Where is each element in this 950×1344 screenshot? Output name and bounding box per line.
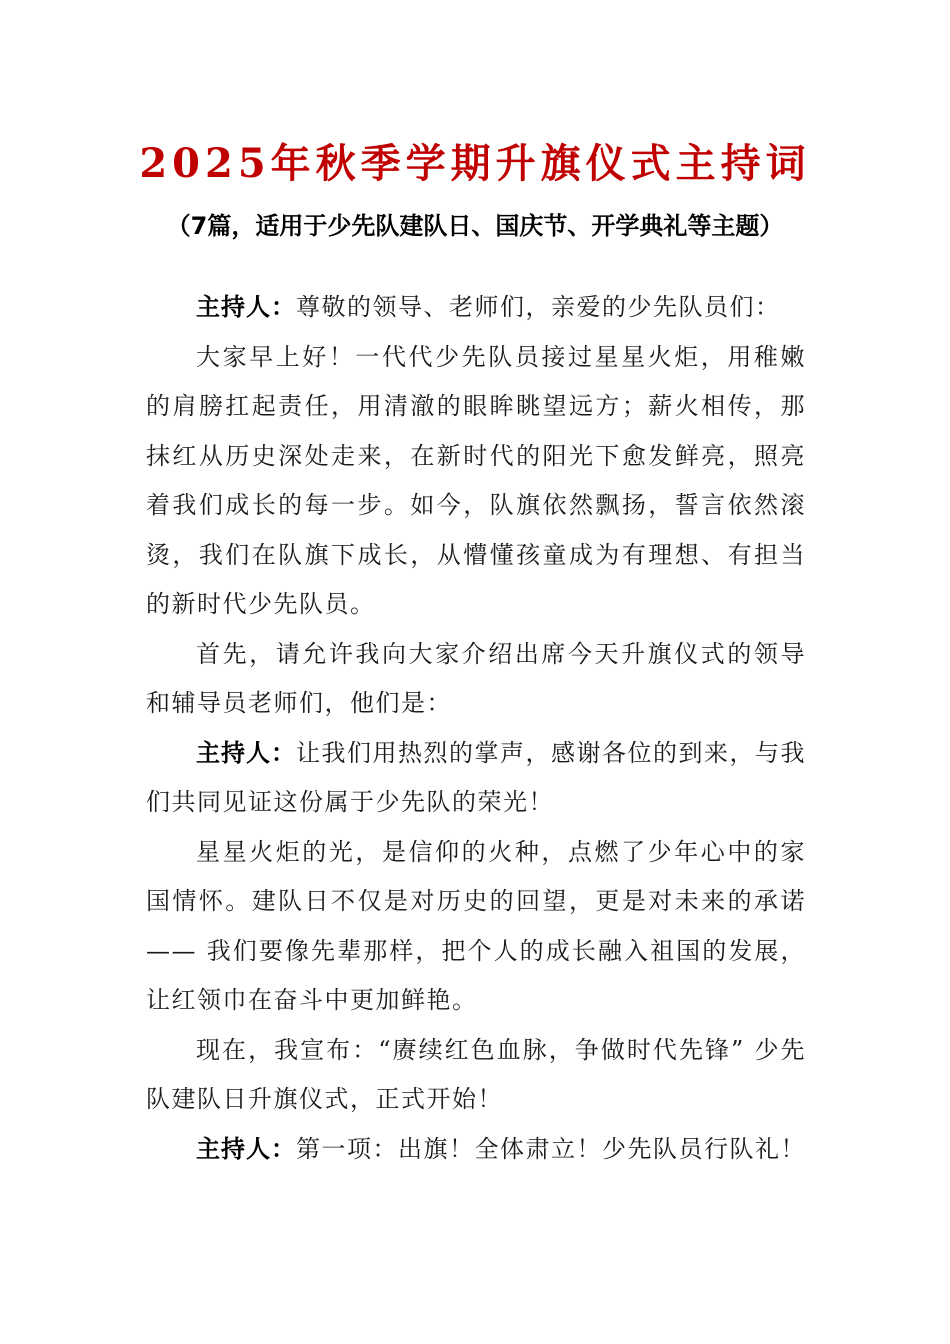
document-body xyxy=(146,283,806,1174)
paragraph-text: 尊敬的领导、老师们，亲爱的少先队员们： xyxy=(296,293,781,321)
paragraph xyxy=(146,729,806,828)
paragraph xyxy=(146,283,806,333)
host-label: 主持人： xyxy=(196,1134,296,1163)
paragraph-text: 让我们用热烈的掌声，感谢各位的到来，与我们共同见证这份属于少先队的荣光！ xyxy=(146,738,806,816)
paragraph xyxy=(146,630,806,729)
paragraph xyxy=(146,828,806,1026)
paragraph-text: 现在，我宣布：“赓续红色血脉，争做时代先锋” 少先队建队日升旗仪式，正式开始！ xyxy=(146,1035,806,1113)
paragraph xyxy=(146,1125,806,1175)
paragraph xyxy=(146,333,806,630)
host-label: 主持人： xyxy=(196,738,296,767)
paragraph-text: 首先，请允许我向大家介绍出席今天升旗仪式的领导和辅导员老师们，他们是： xyxy=(146,639,806,717)
paragraph-text: 大家早上好！一代代少先队员接过星星火炬，用稚嫩的肩膀扛起责任，用清澈的眼眸眺望远方；薪火相传，那抹红从历史深处走来，在新时代的阳光下愈发鲜亮，照亮着我们成长的每一步。如今，队旗依然飘扬，誓言依然滚烫，我们在队旗下成长，从懵懂孩童成为有理想、有担当的新时代少先队员。 xyxy=(146,342,806,618)
host-label: 主持人： xyxy=(196,293,296,321)
document-subtitle: （7篇，适用于少先队建队日、国庆节、开学典礼等主题） xyxy=(166,212,784,240)
paragraph-text: 第一项：出旗！全体肃立！少先队员行队礼！ xyxy=(296,1134,806,1163)
document-title: 2025年秋季学期升旗仪式主持词 xyxy=(139,140,811,187)
paragraph-text: 星星火炬的光，是信仰的火种，点燃了少年心中的家国情怀。建队日不仅是对历史的回望，更是对未来的承诺—— 我们要像先辈那样，把个人的成长融入祖国的发展，让红领巾在奋斗中更加鲜艳。 xyxy=(146,837,806,1014)
paragraph xyxy=(146,1026,806,1125)
